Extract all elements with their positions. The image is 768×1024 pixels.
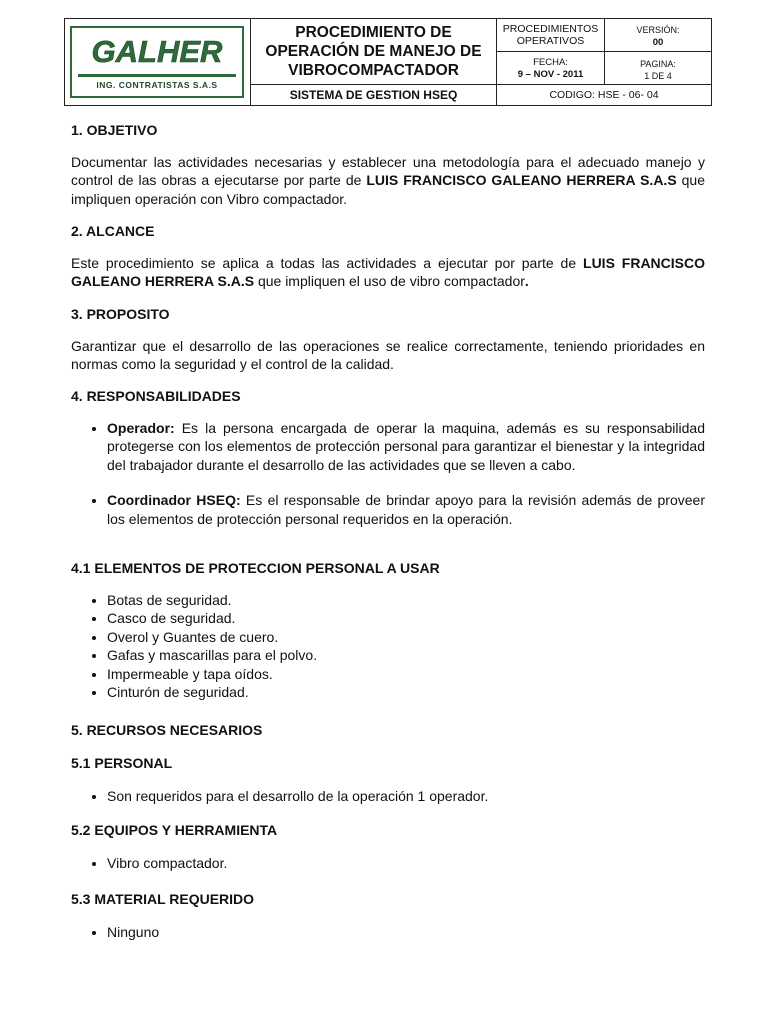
role-coordinador: Coordinador HSEQ: <box>107 492 241 508</box>
heading-personal: 5.1 PERSONAL <box>71 755 173 771</box>
section-alcance <box>71 222 705 291</box>
section-personal <box>71 754 705 805</box>
company-logo <box>70 26 244 98</box>
system-name: SISTEMA DE GESTION HSEQ <box>251 85 497 105</box>
objetivo-company: LUIS FRANCISCO GALEANO HERRERA S.A.S <box>366 172 677 188</box>
page-value: 1 DE 4 <box>644 71 672 81</box>
list-item: • Vibro compactador. <box>107 854 705 873</box>
heading-responsabilidades: 4. RESPONSABILIDADES <box>71 388 241 404</box>
heading-proposito: 3. PROPOSITO <box>71 306 170 322</box>
heading-epp: 4.1 ELEMENTOS DE PROTECCION PERSONAL A USAR <box>71 560 440 576</box>
version-cell <box>605 19 711 52</box>
version-value: 00 <box>652 37 664 48</box>
epp-list <box>71 591 705 702</box>
responsibilities-list <box>71 419 705 529</box>
list-item <box>107 491 705 528</box>
document-title: PROCEDIMIENTO DE OPERACIÓN DE MANEJO DE VIBROCOMPACTADOR <box>265 24 482 79</box>
heading-recursos: 5. RECURSOS NECESARIOS <box>71 722 263 738</box>
date-cell <box>497 52 605 85</box>
material-list <box>71 923 705 942</box>
section-epp <box>71 559 705 702</box>
list-item: • Son requeridos para el desarrollo de la operación 1 operador. <box>107 787 705 806</box>
document-code: CODIGO: HSE - 06- 04 <box>549 89 659 101</box>
objetivo-text-end: que impliquen operación con Vibro compactador. <box>71 172 705 207</box>
objetivo-text: Documentar las actividades necesarias y establecer una metodología para el adecuado manejo y control de las obras a ejecutarse por parte de <box>71 153 705 188</box>
alcance-company: LUIS FRANCISCO GALEANO HERRERA S.A.S <box>71 254 706 289</box>
date-label: FECHA: <box>533 57 568 68</box>
section-material <box>71 890 705 941</box>
heading-material: 5.3 MATERIAL REQUERIDO <box>71 891 255 907</box>
section-equipos <box>71 821 705 872</box>
section-proposito <box>71 305 705 374</box>
section-responsabilidades <box>71 387 705 528</box>
alcance-text-end: que impliquen el uso de vibro compactador <box>254 273 525 289</box>
document-header <box>64 18 712 106</box>
heading-objetivo: 1. OBJETIVO <box>71 122 158 138</box>
alcance-text: Este procedimiento se aplica a todas las actividades a ejecutar por parte de <box>71 254 584 271</box>
page-cell <box>605 52 711 85</box>
role-operador: Operador: <box>107 419 175 436</box>
list-item: • Ninguno <box>107 923 705 942</box>
date-value: 9 – NOV - 2011 <box>517 69 584 80</box>
logo-rule <box>78 74 236 77</box>
list-item: • Overol y Guantes de cuero. <box>107 628 705 647</box>
heading-equipos: 5.2 EQUIPOS Y HERRAMIENTA <box>71 822 278 838</box>
list-item <box>107 419 705 475</box>
svg-text:GALHER: GALHER <box>91 34 223 68</box>
section-objetivo <box>71 121 705 208</box>
version-label: VERSIÓN: <box>636 25 680 35</box>
page-label: PAGINA: <box>640 59 676 69</box>
section-recursos <box>71 721 705 740</box>
paragraph-proposito: Garantizar que el desarrollo de las operaciones se realice correctamente, teniendo prioridades en normas como la seguridad y el control de la calidad. <box>71 337 705 372</box>
procedure-type: PROCEDIMIENTOS OPERATIVOS <box>497 19 605 52</box>
role-operador-text: Es la persona encargada de operar la maquina, además es su responsabilidad protegerse con los elementos de protección personal para garantizar el bienestar y la integridad del trabajador durante el desarrollo de las actividades que se lleven a cabo. <box>107 419 705 473</box>
logo-wordmark <box>78 34 236 68</box>
list-item: • Gafas y mascarillas para el polvo. <box>107 646 705 665</box>
logo-subtitle: ING. CONTRATISTAS S.A.S <box>96 80 218 90</box>
list-item: • Botas de seguridad. <box>107 591 705 610</box>
title-cell <box>251 19 497 85</box>
heading-alcance: 2. ALCANCE <box>71 223 155 239</box>
alcance-end-mark: . <box>524 273 529 289</box>
list-item: • Impermeable y tapa oídos. <box>107 665 705 684</box>
personal-list <box>71 787 705 806</box>
paragraph-alcance <box>71 254 705 291</box>
role-coordinador-text: Es el responsable de brindar apoyo para la revisión además de proveer los elementos de protección personal requeridos en la operación. <box>107 492 705 527</box>
logo-cell <box>65 19 251 105</box>
paragraph-objetivo <box>71 153 705 209</box>
equipos-list <box>71 854 705 873</box>
list-item: • Casco de seguridad. <box>107 609 705 628</box>
list-item: • Cinturón de seguridad. <box>107 683 705 702</box>
